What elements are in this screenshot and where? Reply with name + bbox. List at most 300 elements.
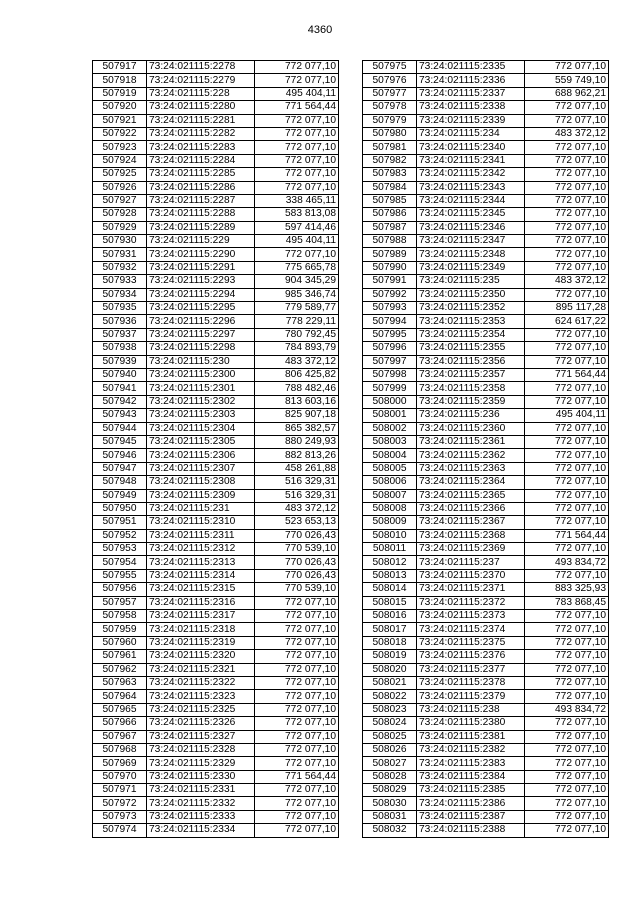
value-cell: 772 077,10	[525, 743, 609, 756]
record-id-cell: 507926	[93, 181, 147, 194]
value-cell: 783 868,45	[525, 596, 609, 609]
value-cell: 771 564,44	[255, 770, 339, 783]
table-row	[93, 181, 339, 194]
cadastral-number-cell: 73:24:021115:2287	[147, 194, 255, 207]
table-row	[93, 502, 339, 515]
record-id-cell: 508012	[363, 556, 417, 569]
record-id-cell: 507938	[93, 342, 147, 355]
cadastral-number-cell: 73:24:021115:2361	[417, 435, 525, 448]
value-cell: 770 026,43	[255, 529, 339, 542]
record-id-cell: 508031	[363, 810, 417, 823]
record-id-cell: 507979	[363, 114, 417, 127]
cadastral-number-cell: 73:24:021115:2374	[417, 623, 525, 636]
value-cell: 772 077,10	[525, 650, 609, 663]
cadastral-number-cell: 73:24:021115:236	[417, 409, 525, 422]
cadastral-number-cell: 73:24:021115:2388	[417, 824, 525, 837]
cadastral-number-cell: 73:24:021115:2291	[147, 261, 255, 274]
cadastral-number-cell: 73:24:021115:2281	[147, 114, 255, 127]
cadastral-number-cell: 73:24:021115:2302	[147, 395, 255, 408]
table-row	[93, 74, 339, 87]
cadastral-number-cell: 73:24:021115:2278	[147, 61, 255, 74]
cadastral-number-cell: 73:24:021115:2314	[147, 569, 255, 582]
value-cell: 772 077,10	[525, 730, 609, 743]
value-cell: 772 077,10	[525, 342, 609, 355]
table-row	[93, 288, 339, 301]
value-cell: 772 077,10	[525, 435, 609, 448]
value-cell: 772 077,10	[255, 623, 339, 636]
value-cell: 772 077,10	[525, 261, 609, 274]
record-id-cell: 507991	[363, 275, 417, 288]
record-id-cell: 507943	[93, 409, 147, 422]
record-id-cell: 508018	[363, 636, 417, 649]
table-row	[93, 476, 339, 489]
record-id-cell: 507936	[93, 315, 147, 328]
table-row	[363, 462, 609, 475]
value-cell: 458 261,88	[255, 462, 339, 475]
value-cell: 772 077,10	[525, 489, 609, 502]
table-row	[93, 342, 339, 355]
cadastral-number-cell: 73:24:021115:234	[417, 127, 525, 140]
record-id-cell: 507976	[363, 74, 417, 87]
record-id-cell: 507967	[93, 730, 147, 743]
table-row	[93, 235, 339, 248]
table-row	[93, 556, 339, 569]
record-id-cell: 507924	[93, 154, 147, 167]
record-id-cell: 507934	[93, 288, 147, 301]
value-cell: 772 077,10	[525, 181, 609, 194]
value-cell: 770 026,43	[255, 556, 339, 569]
table-row	[93, 797, 339, 810]
value-cell: 825 907,18	[255, 409, 339, 422]
cadastral-number-cell: 73:24:021115:2366	[417, 502, 525, 515]
record-id-cell: 507998	[363, 368, 417, 381]
cadastral-number-cell: 73:24:021115:2304	[147, 422, 255, 435]
record-id-cell: 507940	[93, 368, 147, 381]
value-cell: 483 372,12	[255, 502, 339, 515]
record-id-cell: 507952	[93, 529, 147, 542]
cadastral-number-cell: 73:24:021115:2310	[147, 516, 255, 529]
cadastral-number-cell: 73:24:021115:2383	[417, 757, 525, 770]
cadastral-number-cell: 73:24:021115:2319	[147, 636, 255, 649]
record-id-cell: 507977	[363, 87, 417, 100]
value-cell: 772 077,10	[525, 784, 609, 797]
table-row	[93, 141, 339, 154]
cadastral-number-cell: 73:24:021115:2348	[417, 248, 525, 261]
value-cell: 779 589,77	[255, 302, 339, 315]
value-cell: 772 077,10	[525, 810, 609, 823]
cadastral-number-cell: 73:24:021115:2365	[417, 489, 525, 502]
cadastral-number-cell: 73:24:021115:2338	[417, 101, 525, 114]
value-cell: 772 077,10	[255, 810, 339, 823]
table-row	[363, 610, 609, 623]
cadastral-number-cell: 73:24:021115:2295	[147, 302, 255, 315]
value-cell: 880 249,93	[255, 435, 339, 448]
record-id-cell: 508020	[363, 663, 417, 676]
table-row	[93, 275, 339, 288]
value-cell: 772 077,10	[525, 476, 609, 489]
value-cell: 772 077,10	[255, 650, 339, 663]
table-row	[93, 302, 339, 315]
table-row	[363, 730, 609, 743]
value-cell: 772 077,10	[255, 663, 339, 676]
cadastral-number-cell: 73:24:021115:2350	[417, 288, 525, 301]
cadastral-number-cell: 73:24:021115:2382	[417, 743, 525, 756]
record-id-cell: 508017	[363, 623, 417, 636]
cadastral-number-cell: 73:24:021115:2356	[417, 355, 525, 368]
record-id-cell: 508026	[363, 743, 417, 756]
value-cell: 772 077,10	[525, 168, 609, 181]
cadastral-number-cell: 73:24:021115:2343	[417, 181, 525, 194]
value-cell: 772 077,10	[525, 462, 609, 475]
value-cell: 772 077,10	[525, 623, 609, 636]
record-id-cell: 508005	[363, 462, 417, 475]
record-id-cell: 507964	[93, 690, 147, 703]
record-id-cell: 507959	[93, 623, 147, 636]
table-row	[93, 516, 339, 529]
table-row	[363, 650, 609, 663]
cadastral-number-cell: 73:24:021115:2347	[417, 235, 525, 248]
cadastral-number-cell: 73:24:021115:2315	[147, 583, 255, 596]
table-row	[93, 328, 339, 341]
value-cell: 688 962,21	[525, 87, 609, 100]
record-id-cell: 507956	[93, 583, 147, 596]
record-id-cell: 507978	[363, 101, 417, 114]
record-id-cell: 507948	[93, 476, 147, 489]
cadastral-number-cell: 73:24:021115:2306	[147, 449, 255, 462]
value-cell: 904 345,29	[255, 275, 339, 288]
table-row	[93, 663, 339, 676]
cadastral-number-cell: 73:24:021115:2354	[417, 328, 525, 341]
record-id-cell: 507970	[93, 770, 147, 783]
cadastral-number-cell: 73:24:021115:2298	[147, 342, 255, 355]
cadastral-number-cell: 73:24:021115:2355	[417, 342, 525, 355]
record-id-cell: 508007	[363, 489, 417, 502]
record-id-cell: 507958	[93, 610, 147, 623]
table-row	[363, 556, 609, 569]
value-cell: 583 813,08	[255, 208, 339, 221]
value-cell: 495 404,11	[255, 235, 339, 248]
value-cell: 559 749,10	[525, 74, 609, 87]
record-id-cell: 507951	[93, 516, 147, 529]
record-id-cell: 507988	[363, 235, 417, 248]
record-id-cell: 507925	[93, 168, 147, 181]
table-row	[93, 422, 339, 435]
table-row	[93, 770, 339, 783]
cadastral-number-cell: 73:24:021115:2282	[147, 127, 255, 140]
record-id-cell: 507995	[363, 328, 417, 341]
value-cell: 770 539,10	[255, 543, 339, 556]
table-row	[93, 730, 339, 743]
cadastral-number-cell: 73:24:021115:2285	[147, 168, 255, 181]
table-row	[363, 154, 609, 167]
table-row	[93, 87, 339, 100]
record-id-cell: 507937	[93, 328, 147, 341]
cadastral-number-cell: 73:24:021115:2297	[147, 328, 255, 341]
value-cell: 772 077,10	[525, 770, 609, 783]
table-row	[93, 261, 339, 274]
record-id-cell: 507997	[363, 355, 417, 368]
record-id-cell: 508001	[363, 409, 417, 422]
table-row	[363, 221, 609, 234]
value-cell: 772 077,10	[525, 676, 609, 689]
record-id-cell: 507992	[363, 288, 417, 301]
value-cell: 772 077,10	[255, 636, 339, 649]
record-id-cell: 507975	[363, 61, 417, 74]
record-id-cell: 507933	[93, 275, 147, 288]
table-row	[363, 261, 609, 274]
record-id-cell: 507954	[93, 556, 147, 569]
table-row	[363, 529, 609, 542]
table-row	[93, 489, 339, 502]
table-row	[93, 315, 339, 328]
record-id-cell: 507968	[93, 743, 147, 756]
record-id-cell: 507960	[93, 636, 147, 649]
table-row	[363, 235, 609, 248]
value-cell: 772 077,10	[255, 717, 339, 730]
table-row	[363, 636, 609, 649]
cadastral-number-cell: 73:24:021115:2284	[147, 154, 255, 167]
cadastral-number-cell: 73:24:021115:2372	[417, 596, 525, 609]
value-cell: 770 539,10	[255, 583, 339, 596]
table-row	[363, 409, 609, 422]
cadastral-number-cell: 73:24:021115:2322	[147, 676, 255, 689]
cadastral-number-cell: 73:24:021115:2308	[147, 476, 255, 489]
record-id-cell: 508002	[363, 422, 417, 435]
value-cell: 772 077,10	[525, 797, 609, 810]
value-cell: 772 077,10	[255, 596, 339, 609]
table-row	[93, 368, 339, 381]
table-row	[93, 248, 339, 261]
value-cell: 483 372,12	[525, 275, 609, 288]
cadastral-number-cell: 73:24:021115:2345	[417, 208, 525, 221]
record-id-cell: 507957	[93, 596, 147, 609]
cadastral-number-cell: 73:24:021115:2352	[417, 302, 525, 315]
table-row	[363, 797, 609, 810]
value-cell: 772 077,10	[255, 610, 339, 623]
table-row	[363, 502, 609, 515]
table-row	[363, 275, 609, 288]
record-id-cell: 508009	[363, 516, 417, 529]
table-row	[363, 770, 609, 783]
value-cell: 772 077,10	[525, 382, 609, 395]
table-row	[363, 435, 609, 448]
record-id-cell: 507972	[93, 797, 147, 810]
cadastral-number-cell: 73:24:021115:2307	[147, 462, 255, 475]
value-cell: 772 077,10	[525, 757, 609, 770]
cadastral-number-cell: 73:24:021115:2317	[147, 610, 255, 623]
registry-table-right	[362, 60, 609, 838]
table-row	[93, 784, 339, 797]
table-row	[93, 690, 339, 703]
cadastral-number-cell: 73:24:021115:2370	[417, 569, 525, 582]
cadastral-number-cell: 73:24:021115:2312	[147, 543, 255, 556]
value-cell: 772 077,10	[255, 61, 339, 74]
value-cell: 865 382,57	[255, 422, 339, 435]
table-row	[363, 395, 609, 408]
record-id-cell: 508016	[363, 610, 417, 623]
table-row	[93, 717, 339, 730]
value-cell: 772 077,10	[525, 208, 609, 221]
cadastral-number-cell: 73:24:021115:2344	[417, 194, 525, 207]
value-cell: 771 564,44	[525, 368, 609, 381]
cadastral-number-cell: 73:24:021115:2386	[417, 797, 525, 810]
value-cell: 784 893,79	[255, 342, 339, 355]
cadastral-number-cell: 73:24:021115:2283	[147, 141, 255, 154]
value-cell: 772 077,10	[525, 221, 609, 234]
value-cell: 597 414,46	[255, 221, 339, 234]
table-row	[363, 784, 609, 797]
value-cell: 772 077,10	[255, 74, 339, 87]
value-cell: 772 077,10	[525, 690, 609, 703]
record-id-cell: 507983	[363, 168, 417, 181]
cadastral-number-cell: 73:24:021115:2376	[417, 650, 525, 663]
record-id-cell: 507919	[93, 87, 147, 100]
cadastral-number-cell: 73:24:021115:2385	[417, 784, 525, 797]
record-id-cell: 507974	[93, 824, 147, 837]
value-cell: 771 564,44	[255, 101, 339, 114]
cadastral-number-cell: 73:24:021115:2349	[417, 261, 525, 274]
record-id-cell: 508021	[363, 676, 417, 689]
cadastral-number-cell: 73:24:021115:2369	[417, 543, 525, 556]
cadastral-number-cell: 73:24:021115:2301	[147, 382, 255, 395]
value-cell: 772 077,10	[525, 194, 609, 207]
cadastral-number-cell: 73:24:021115:2368	[417, 529, 525, 542]
cadastral-number-cell: 73:24:021115:2360	[417, 422, 525, 435]
cadastral-number-cell: 73:24:021115:2367	[417, 516, 525, 529]
table-row	[363, 127, 609, 140]
cadastral-number-cell: 73:24:021115:2293	[147, 275, 255, 288]
record-id-cell: 507939	[93, 355, 147, 368]
value-cell: 772 077,10	[255, 181, 339, 194]
cadastral-number-cell: 73:24:021115:2330	[147, 770, 255, 783]
table-row	[363, 422, 609, 435]
record-id-cell: 507963	[93, 676, 147, 689]
cadastral-number-cell: 73:24:021115:2318	[147, 623, 255, 636]
table-row	[363, 181, 609, 194]
table-row	[363, 61, 609, 74]
value-cell: 493 834,72	[525, 703, 609, 716]
record-id-cell: 507950	[93, 502, 147, 515]
record-id-cell: 508029	[363, 784, 417, 797]
record-id-cell: 508015	[363, 596, 417, 609]
table-row	[93, 409, 339, 422]
record-id-cell: 507989	[363, 248, 417, 261]
table-row	[363, 368, 609, 381]
value-cell: 772 077,10	[255, 824, 339, 837]
value-cell: 772 077,10	[525, 101, 609, 114]
cadastral-number-cell: 73:24:021115:2325	[147, 703, 255, 716]
table-row	[363, 168, 609, 181]
table-row	[363, 315, 609, 328]
record-id-cell: 507946	[93, 449, 147, 462]
table-row	[93, 810, 339, 823]
value-cell: 883 325,93	[525, 583, 609, 596]
cadastral-number-cell: 73:24:021115:2378	[417, 676, 525, 689]
cadastral-number-cell: 73:24:021115:2364	[417, 476, 525, 489]
record-id-cell: 508022	[363, 690, 417, 703]
table-row	[93, 127, 339, 140]
table-row	[93, 208, 339, 221]
value-cell: 772 077,10	[255, 168, 339, 181]
cadastral-number-cell: 73:24:021115:2309	[147, 489, 255, 502]
table-row	[363, 302, 609, 315]
table-row	[93, 676, 339, 689]
cadastral-number-cell: 73:24:021115:2334	[147, 824, 255, 837]
record-id-cell: 507985	[363, 194, 417, 207]
record-id-cell: 507947	[93, 462, 147, 475]
value-cell: 772 077,10	[525, 449, 609, 462]
record-id-cell: 507920	[93, 101, 147, 114]
table-row	[363, 342, 609, 355]
table-row	[93, 395, 339, 408]
cadastral-number-cell: 73:24:021115:230	[147, 355, 255, 368]
cadastral-number-cell: 73:24:021115:2333	[147, 810, 255, 823]
value-cell: 772 077,10	[525, 422, 609, 435]
cadastral-number-cell: 73:24:021115:2321	[147, 663, 255, 676]
value-cell: 516 329,31	[255, 489, 339, 502]
record-id-cell: 508028	[363, 770, 417, 783]
record-id-cell: 507965	[93, 703, 147, 716]
record-id-cell: 507981	[363, 141, 417, 154]
cadastral-number-cell: 73:24:021115:2328	[147, 743, 255, 756]
table-row	[363, 74, 609, 87]
cadastral-number-cell: 73:24:021115:2305	[147, 435, 255, 448]
value-cell: 895 117,28	[525, 302, 609, 315]
value-cell: 772 077,10	[255, 676, 339, 689]
record-id-cell: 507953	[93, 543, 147, 556]
table-row	[363, 824, 609, 837]
record-id-cell: 508030	[363, 797, 417, 810]
record-id-cell: 507993	[363, 302, 417, 315]
table-row	[93, 623, 339, 636]
cadastral-number-cell: 73:24:021115:2340	[417, 141, 525, 154]
record-id-cell: 507962	[93, 663, 147, 676]
value-cell: 772 077,10	[255, 797, 339, 810]
record-id-cell: 508011	[363, 543, 417, 556]
table-row	[363, 663, 609, 676]
cadastral-number-cell: 73:24:021115:2363	[417, 462, 525, 475]
table-row	[363, 248, 609, 261]
table-row	[363, 114, 609, 127]
record-id-cell: 507917	[93, 61, 147, 74]
value-cell: 516 329,31	[255, 476, 339, 489]
table-row	[363, 569, 609, 582]
record-id-cell: 508008	[363, 502, 417, 515]
value-cell: 778 229,11	[255, 315, 339, 328]
cadastral-number-cell: 73:24:021115:229	[147, 235, 255, 248]
cadastral-number-cell: 73:24:021115:2290	[147, 248, 255, 261]
table-row	[93, 449, 339, 462]
value-cell: 523 653,13	[255, 516, 339, 529]
cadastral-number-cell: 73:24:021115:2357	[417, 368, 525, 381]
cadastral-number-cell: 73:24:021115:231	[147, 502, 255, 515]
value-cell: 772 077,10	[525, 717, 609, 730]
table-row	[363, 489, 609, 502]
cadastral-number-cell: 73:24:021115:2380	[417, 717, 525, 730]
record-id-cell: 507941	[93, 382, 147, 395]
cadastral-number-cell: 73:24:021115:2288	[147, 208, 255, 221]
cadastral-number-cell: 73:24:021115:2300	[147, 368, 255, 381]
value-cell: 772 077,10	[525, 355, 609, 368]
record-id-cell: 508032	[363, 824, 417, 837]
record-id-cell: 507980	[363, 127, 417, 140]
record-id-cell: 507949	[93, 489, 147, 502]
table-row	[363, 141, 609, 154]
cadastral-number-cell: 73:24:021115:2329	[147, 757, 255, 770]
value-cell: 495 404,11	[525, 409, 609, 422]
table-row	[93, 529, 339, 542]
record-id-cell: 507999	[363, 382, 417, 395]
